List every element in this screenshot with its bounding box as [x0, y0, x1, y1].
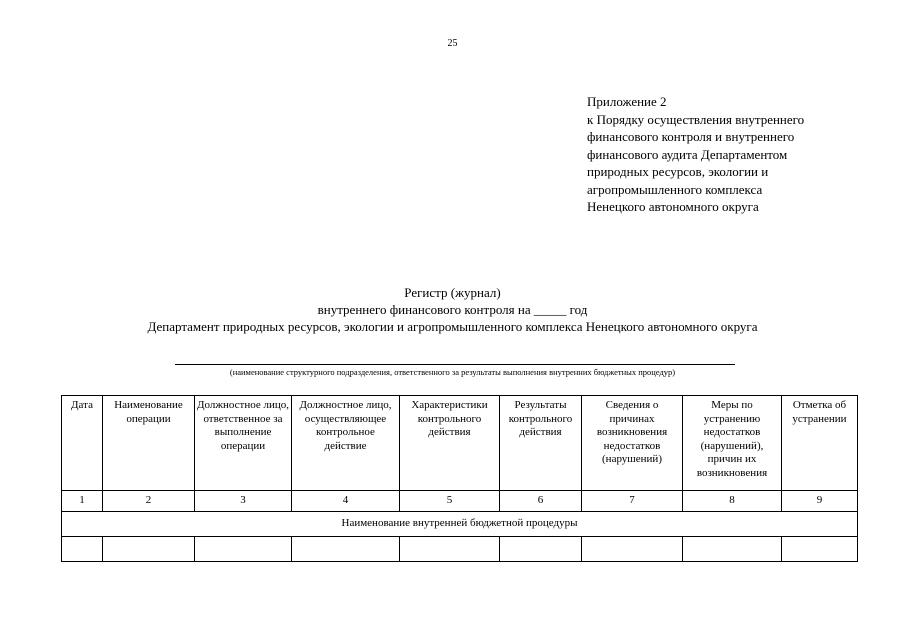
register-table: [61, 395, 858, 562]
header-cell-responsible: Должностное лицо, ответственное за выполнение операции: [195, 396, 292, 491]
empty-cell[interactable]: [683, 537, 782, 562]
header-cell-controller: Должностное лицо, осуществляющее контрольное действие: [292, 396, 400, 491]
column-number-row: [62, 491, 858, 512]
column-number: 9: [782, 491, 858, 512]
subdivision-caption: (наименование структурного подразделения, ответственного за результаты выполнения внутренних бюджетных процедур): [229, 367, 676, 377]
appendix-line: Приложение 2: [587, 94, 667, 109]
table-row: [62, 537, 858, 562]
appendix-line: к Порядку осуществления внутреннего: [587, 111, 805, 127]
title-line-register: Регистр (журнал): [404, 285, 501, 300]
title-line-year: внутреннего финансового контроля на _____ год: [317, 302, 588, 317]
appendix-line: природных ресурсов, экологии и: [587, 164, 769, 179]
appendix-line: финансового контроля и внутреннего: [587, 129, 795, 144]
table-header-row: [62, 396, 858, 491]
appendix-note: [587, 93, 887, 216]
document-title: [0, 284, 905, 335]
procedure-name-row: [62, 512, 858, 537]
header-cell-operation: Наименование операции: [103, 396, 195, 491]
empty-cell[interactable]: [62, 537, 103, 562]
appendix-line: Ненецкого автономного округа: [587, 199, 759, 214]
empty-cell[interactable]: [103, 537, 195, 562]
empty-cell[interactable]: [582, 537, 683, 562]
title-line-department: Департамент природных ресурсов, экологии и агропромышленного комплекса Ненецкого автономного округа: [147, 319, 758, 334]
appendix-line: агропромышленного комплекса: [587, 181, 763, 197]
empty-cell[interactable]: [292, 537, 400, 562]
header-cell-results: Результаты контрольного действия: [500, 396, 582, 491]
column-number: 5: [400, 491, 500, 512]
column-number: 7: [582, 491, 683, 512]
column-number: 2: [103, 491, 195, 512]
header-cell-measures: Меры по устранению недостатков (нарушений), причин их возникновения: [683, 396, 782, 491]
header-cell-elimination: Отметка об устранении: [782, 396, 858, 491]
column-number: 3: [195, 491, 292, 512]
subdivision-fill-line: [175, 364, 735, 365]
column-number: 4: [292, 491, 400, 512]
empty-cell[interactable]: [400, 537, 500, 562]
column-number: 1: [62, 491, 103, 512]
empty-cell[interactable]: [782, 537, 858, 562]
column-number: 6: [500, 491, 582, 512]
appendix-line: финансового аудита Департаментом: [587, 146, 788, 162]
procedure-name-cell: Наименование внутренней бюджетной процедуры: [62, 512, 858, 537]
page-number: 25: [447, 38, 458, 49]
empty-cell[interactable]: [500, 537, 582, 562]
header-cell-characteristics: Характеристики контрольного действия: [400, 396, 500, 491]
column-number: 8: [683, 491, 782, 512]
header-cell-date: Дата: [62, 396, 103, 491]
header-cell-causes: Сведения о причинах возникновения недостатков (нарушений): [582, 396, 683, 491]
empty-cell[interactable]: [195, 537, 292, 562]
